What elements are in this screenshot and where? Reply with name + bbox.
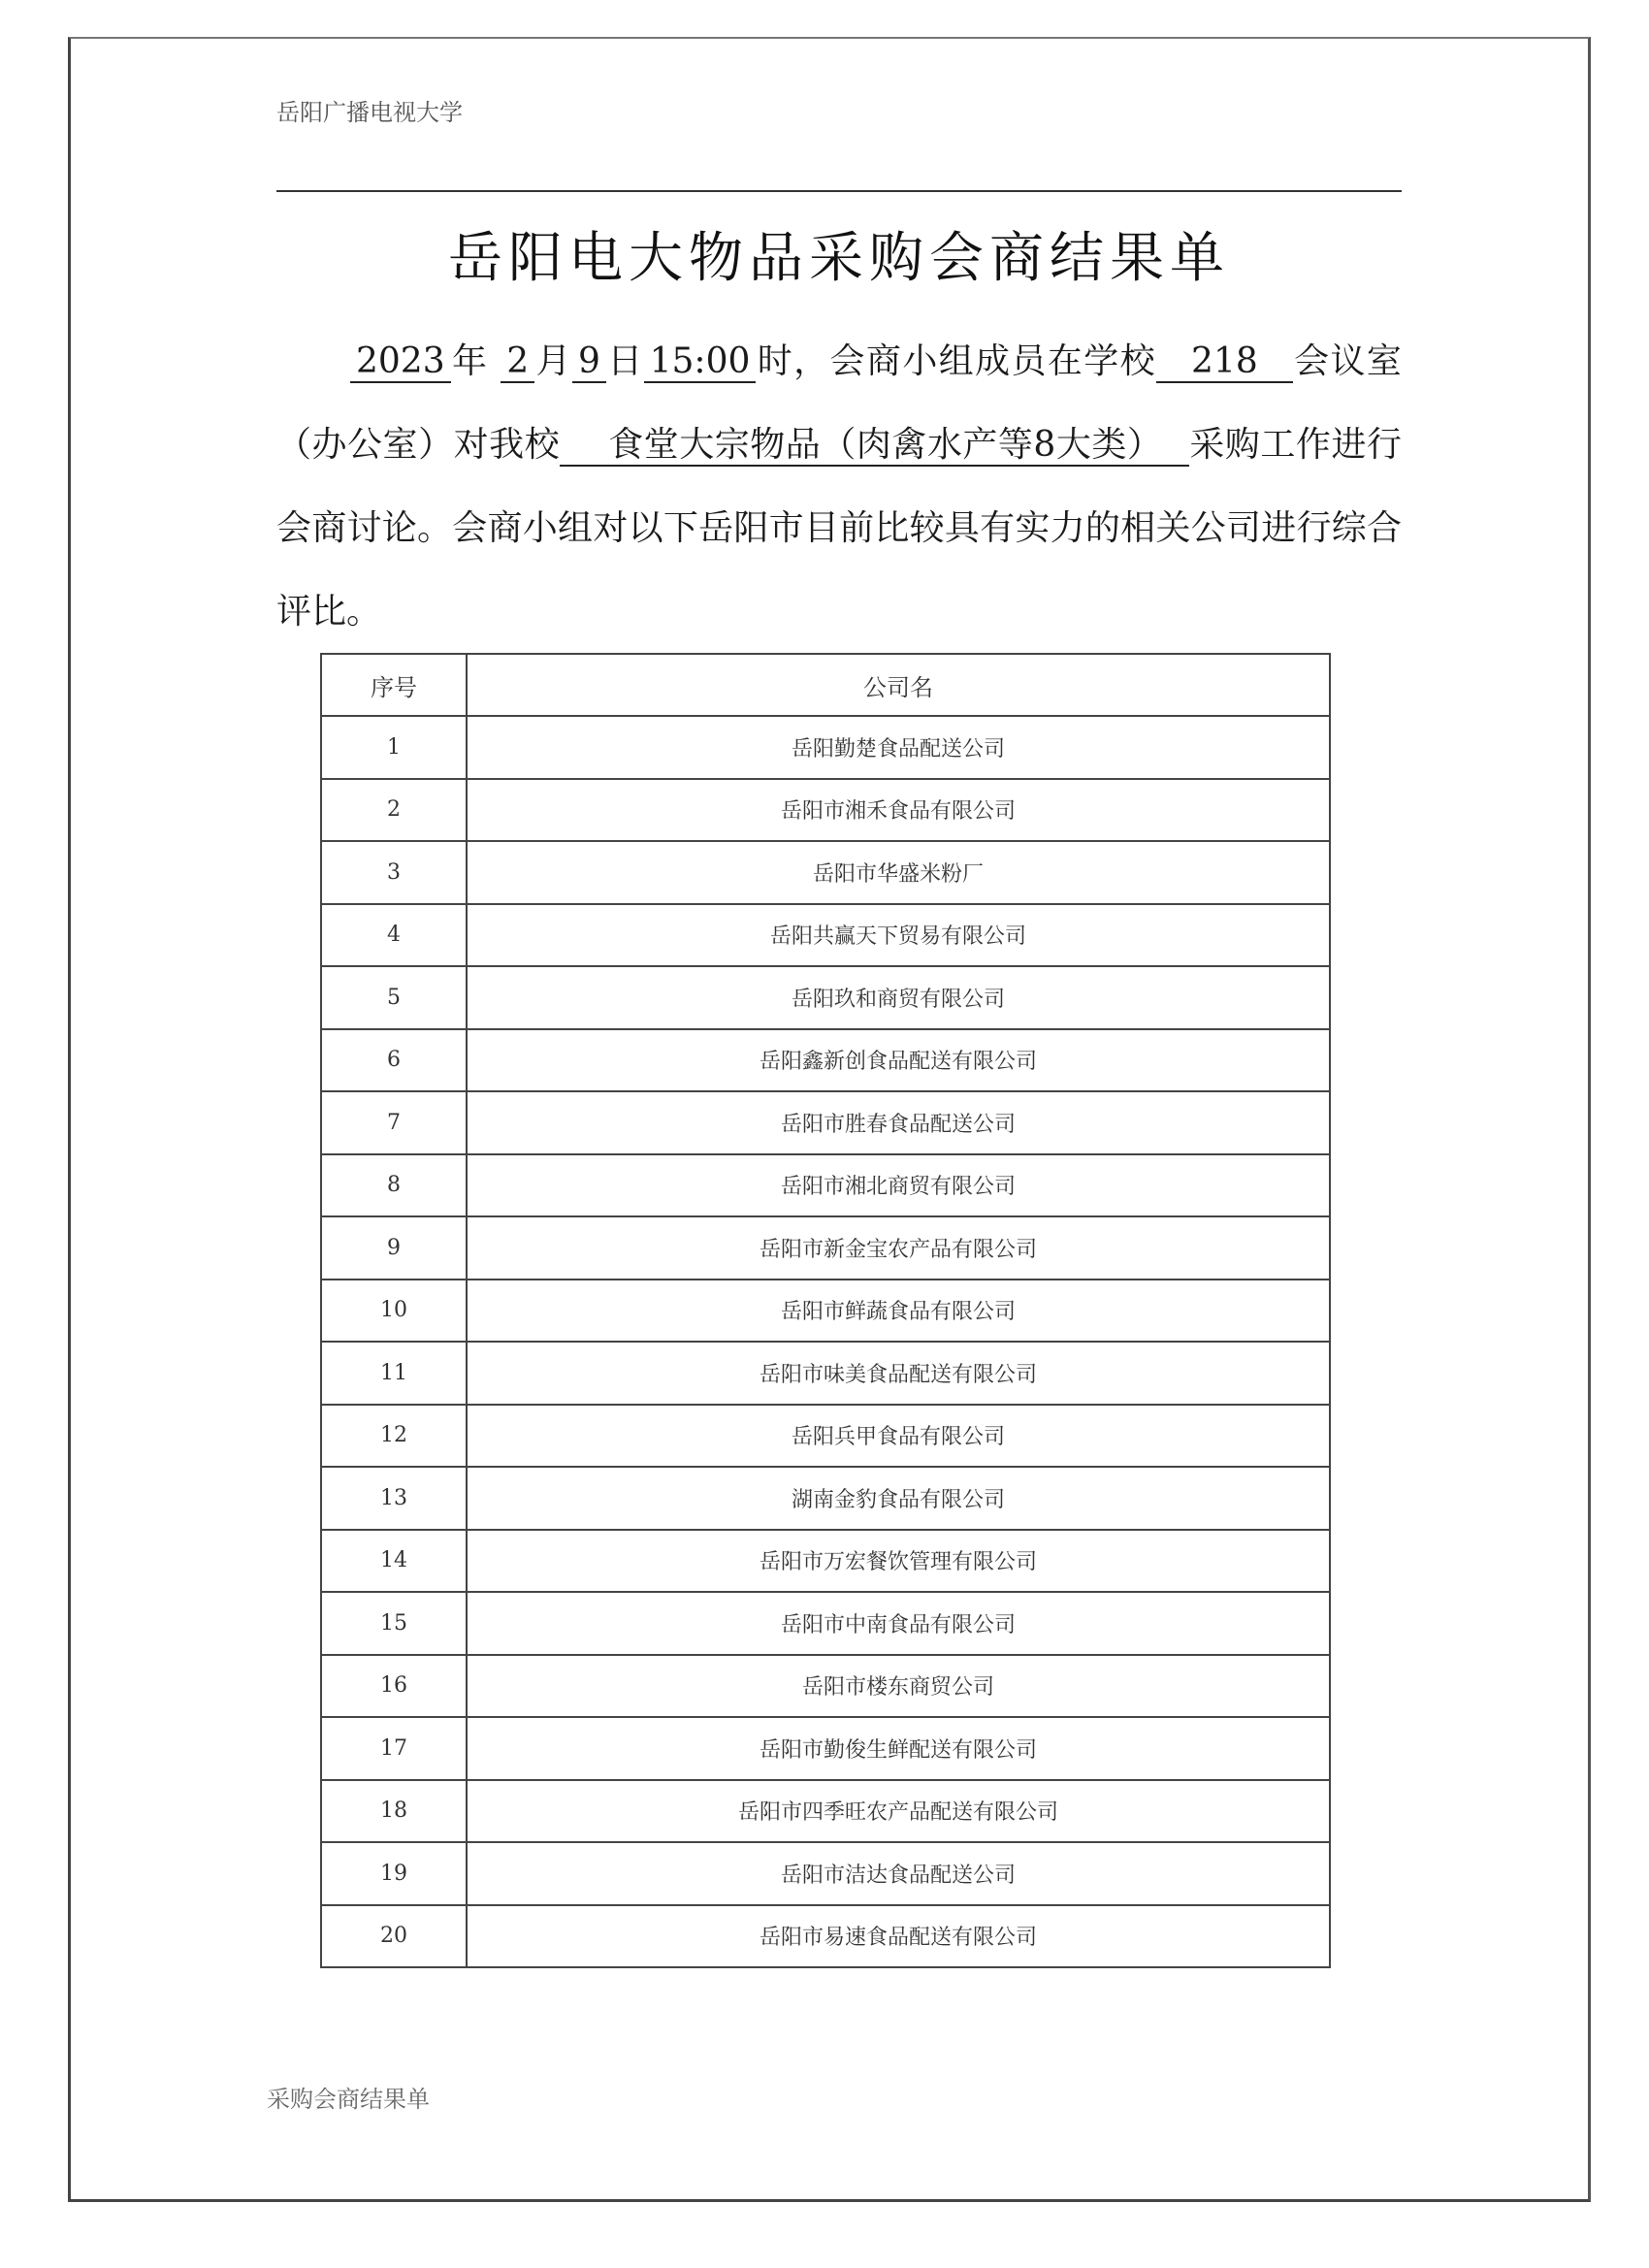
table-row	[321, 1592, 1330, 1655]
row-index: 6	[321, 1029, 467, 1092]
table-row	[321, 1216, 1330, 1280]
row-company-name: 岳阳市味美食品配送有限公司	[467, 1342, 1330, 1405]
intro-paragraph	[276, 320, 1402, 654]
meeting-room: 218	[1156, 341, 1293, 383]
row-company-name: 岳阳市胜春食品配送公司	[467, 1091, 1330, 1154]
row-index: 1	[321, 716, 467, 779]
document-title: 岳阳电大物品采购会商结果单	[448, 227, 1230, 290]
year-suffix: 年	[450, 341, 489, 381]
row-index: 20	[321, 1905, 467, 1968]
header-organization: 岳阳广播电视大学	[276, 99, 463, 126]
row-index: 19	[321, 1842, 467, 1905]
row-index: 11	[321, 1342, 467, 1405]
row-company-name: 岳阳市湘北商贸有限公司	[467, 1154, 1330, 1217]
row-company-name: 岳阳市华盛米粉厂	[467, 841, 1330, 904]
row-index: 8	[321, 1154, 467, 1217]
row-company-name: 岳阳市新金宝农产品有限公司	[467, 1216, 1330, 1280]
row-index: 15	[321, 1592, 467, 1655]
table-row	[321, 1780, 1330, 1843]
footer-doc-name: 采购会商结果单	[267, 2086, 430, 2113]
table-row	[321, 841, 1330, 904]
table-header-row	[321, 654, 1330, 716]
row-index: 2	[321, 779, 467, 842]
table-row	[321, 1280, 1330, 1343]
table-row	[321, 1842, 1330, 1905]
row-company-name: 岳阳市万宏餐饮管理有限公司	[467, 1530, 1330, 1593]
row-index: 18	[321, 1780, 467, 1843]
company-table	[320, 653, 1331, 1968]
row-index: 12	[321, 1405, 467, 1468]
row-index: 16	[321, 1655, 467, 1718]
table-row	[321, 1029, 1330, 1092]
row-index: 14	[321, 1530, 467, 1593]
row-company-name: 湖南金豹食品有限公司	[467, 1467, 1330, 1530]
row-company-name: 岳阳市四季旺农产品配送有限公司	[467, 1780, 1330, 1843]
row-index: 9	[321, 1216, 467, 1280]
month-suffix: 月	[534, 341, 572, 381]
table-row	[321, 966, 1330, 1029]
row-company-name: 岳阳市易速食品配送有限公司	[467, 1905, 1330, 1968]
header-divider	[276, 190, 1402, 192]
intro-text-closing: 采购工作进行会商讨论。会商小组对以下岳阳市目前比较具有实力的相关公司进行综合评比。	[276, 425, 1402, 632]
procurement-items: 食堂大宗物品（肉禽水产等8大类）	[560, 425, 1189, 467]
meeting-month: 2	[501, 341, 534, 383]
table-row	[321, 1717, 1330, 1780]
table-row	[321, 1405, 1330, 1468]
table-row	[321, 1530, 1330, 1593]
table-row	[321, 779, 1330, 842]
row-index: 3	[321, 841, 467, 904]
row-company-name: 岳阳市勤俊生鲜配送有限公司	[467, 1717, 1330, 1780]
table-row	[321, 904, 1330, 967]
table-row	[321, 1467, 1330, 1530]
row-company-name: 岳阳市鲜蔬食品有限公司	[467, 1280, 1330, 1343]
table-row	[321, 1905, 1330, 1968]
row-company-name: 岳阳市中南食品有限公司	[467, 1592, 1330, 1655]
row-company-name: 岳阳鑫新创食品配送有限公司	[467, 1029, 1330, 1092]
table-row	[321, 716, 1330, 779]
row-company-name: 岳阳勤楚食品配送公司	[467, 716, 1330, 779]
table-row	[321, 1154, 1330, 1217]
row-company-name: 岳阳兵甲食品有限公司	[467, 1405, 1330, 1468]
table-row	[321, 1091, 1330, 1154]
row-company-name: 岳阳市楼东商贸公司	[467, 1655, 1330, 1718]
row-index: 13	[321, 1467, 467, 1530]
meeting-day: 9	[572, 341, 606, 383]
intro-text-time: 时，会商小组成员在学校	[756, 341, 1157, 381]
row-index: 17	[321, 1717, 467, 1780]
row-company-name: 岳阳玖和商贸有限公司	[467, 966, 1330, 1029]
row-index: 7	[321, 1091, 467, 1154]
row-company-name: 岳阳市湘禾食品有限公司	[467, 779, 1330, 842]
row-index: 10	[321, 1280, 467, 1343]
day-suffix: 日	[605, 341, 644, 381]
table-row	[321, 1655, 1330, 1718]
row-index: 4	[321, 904, 467, 967]
meeting-year: 2023	[350, 341, 451, 383]
intro-text-room: 会议室（办公室）对我校	[276, 341, 1402, 465]
row-company-name: 岳阳市洁达食品配送公司	[467, 1842, 1330, 1905]
header-company-name: 公司名	[467, 654, 1330, 716]
row-index: 5	[321, 966, 467, 1029]
row-company-name: 岳阳共赢天下贸易有限公司	[467, 904, 1330, 967]
meeting-time: 15:00	[644, 341, 757, 383]
table-row	[321, 1342, 1330, 1405]
header-index: 序号	[321, 654, 467, 716]
table-body	[321, 716, 1330, 1967]
